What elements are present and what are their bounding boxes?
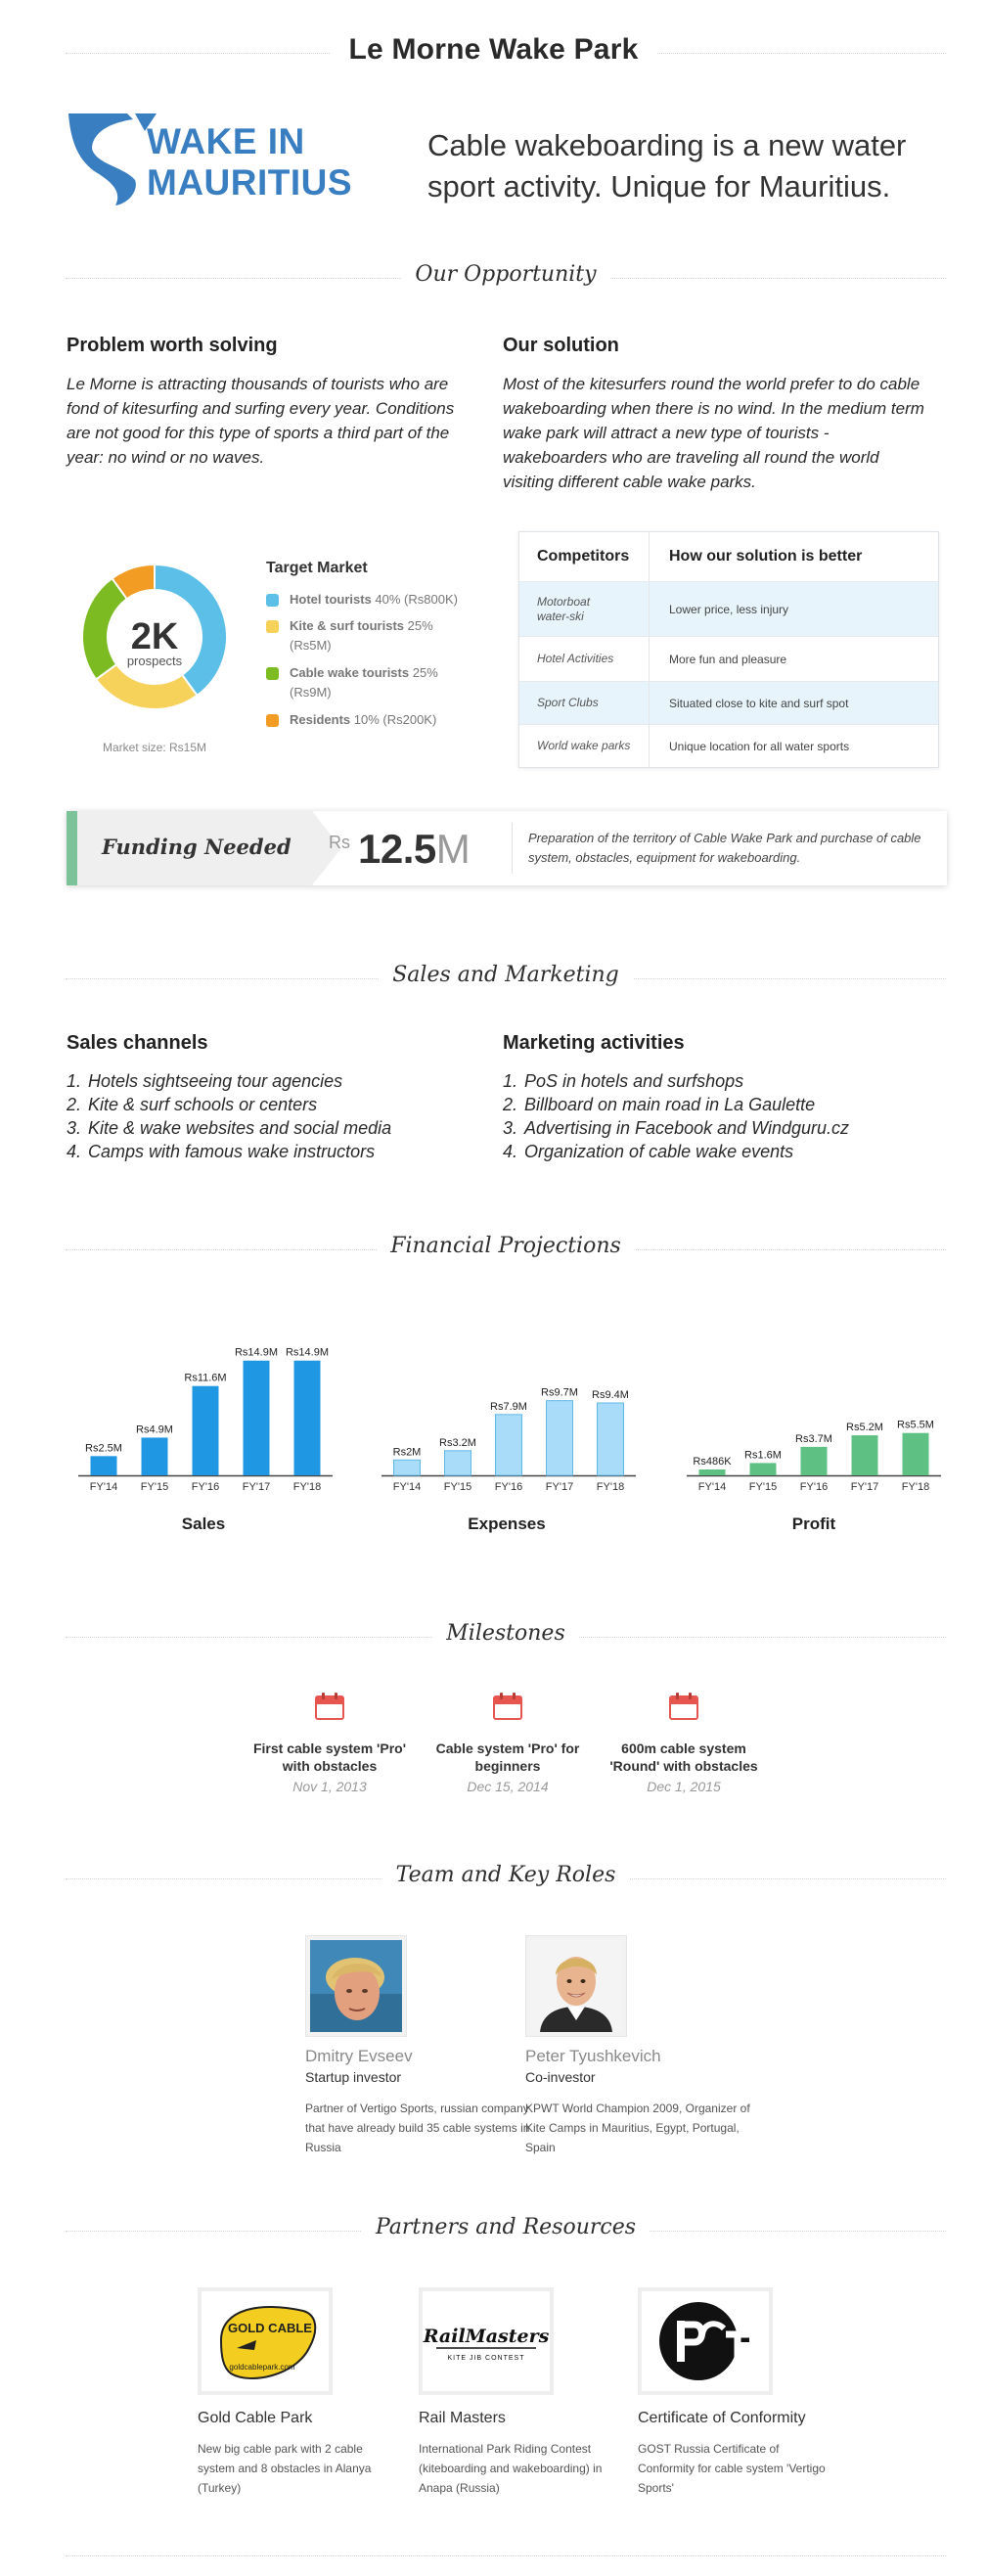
milestone-item bbox=[247, 1693, 413, 1794]
milestone-title: 600m cable system 'Round' with obstacles bbox=[609, 1740, 758, 1774]
avatar bbox=[305, 1935, 407, 2037]
table-row bbox=[519, 724, 938, 767]
funding-description: Preparation of the territory of Cable Wake Park and purchase of cable system, obstacles, equipment for wakeboarding. bbox=[528, 831, 921, 865]
bar-value-label: Rs2M bbox=[392, 1446, 422, 1459]
logo-subtext: KITE JIB CONTEST bbox=[447, 2355, 525, 2362]
donut-slice bbox=[82, 578, 127, 679]
legend-item bbox=[266, 616, 471, 655]
list-item: 4. Organization of cable wake events bbox=[503, 1142, 794, 1161]
competitor-name: World wake parks bbox=[519, 725, 650, 767]
bar-value-label: Rs9.7M bbox=[541, 1386, 578, 1399]
bar bbox=[244, 1361, 270, 1475]
problem-title: Problem worth solving bbox=[67, 335, 278, 356]
x-tick-label: FY'18 bbox=[596, 1481, 625, 1493]
list-item: 3. Kite & wake websites and social media bbox=[67, 1118, 392, 1138]
x-tick-label: FY'14 bbox=[392, 1481, 422, 1493]
section-header-sales bbox=[66, 959, 946, 998]
member-description: KPWT World Champion 2009, Organizer of Kite Camps in Mauritius, Egypt, Portugal, Spain bbox=[525, 2101, 750, 2154]
table-row bbox=[519, 581, 938, 636]
list-item: 3. Advertising in Facebook and Windguru.cz bbox=[503, 1118, 850, 1138]
section-header-milestones bbox=[66, 1617, 946, 1656]
legend-detail: 25% (Rs9M) bbox=[290, 665, 438, 700]
bar-value-label: Rs14.9M bbox=[234, 1346, 279, 1359]
bar bbox=[294, 1361, 321, 1475]
sales-channels-title: Sales channels bbox=[67, 1032, 208, 1054]
legend-name: Kite & surf tourists bbox=[290, 618, 405, 633]
competitor-better: More fun and pleasure bbox=[669, 652, 787, 666]
x-tick-label: FY'14 bbox=[697, 1481, 727, 1493]
bar bbox=[547, 1401, 573, 1475]
legend-name: Cable wake tourists bbox=[290, 665, 410, 680]
competitors-table bbox=[518, 531, 939, 768]
gold-cable-park-logo bbox=[198, 2287, 333, 2395]
partner-item bbox=[419, 2287, 614, 2498]
list-item: 2. Kite & surf schools or centers bbox=[67, 1095, 318, 1114]
partner-name: Certificate of Conformity bbox=[638, 2410, 806, 2426]
marketing-title: Marketing activities bbox=[503, 1032, 685, 1054]
x-tick-label: FY'16 bbox=[799, 1481, 829, 1493]
funding-label: Funding Needed bbox=[102, 835, 292, 859]
member-name: Dmitry Evseev bbox=[305, 2047, 413, 2065]
donut-slice bbox=[96, 664, 197, 709]
avatar bbox=[525, 1935, 627, 2037]
logo-line-1: WAKE IN bbox=[147, 121, 305, 161]
legend-item bbox=[266, 710, 471, 730]
x-tick-label: FY'17 bbox=[850, 1481, 879, 1493]
bar-value-label: Rs1.6M bbox=[744, 1449, 782, 1462]
x-tick-label: FY'17 bbox=[242, 1481, 271, 1493]
table-row bbox=[519, 636, 938, 681]
bar bbox=[903, 1433, 929, 1475]
bar-value-label: Rs4.9M bbox=[136, 1424, 173, 1436]
partner-description: New big cable park with 2 cable system and 8 obstacles in Alanya (Turkey) bbox=[198, 2442, 372, 2495]
member-name: Peter Tyushkevich bbox=[525, 2047, 661, 2065]
bar bbox=[445, 1451, 471, 1475]
bar-value-label: Rs11.6M bbox=[184, 1372, 227, 1384]
sales-chart bbox=[67, 1340, 340, 1497]
bar-value-label: Rs2.5M bbox=[85, 1442, 122, 1455]
bar-value-label: Rs9.4M bbox=[592, 1389, 629, 1402]
bar-value-label: Rs3.2M bbox=[439, 1436, 476, 1449]
competitor-better: Unique location for all water sports bbox=[669, 739, 850, 753]
bar bbox=[193, 1386, 219, 1475]
legend-name: Residents bbox=[290, 712, 351, 727]
legend-swatch bbox=[266, 620, 279, 633]
milestone-date: Dec 15, 2014 bbox=[467, 1779, 549, 1794]
x-tick-label: FY'15 bbox=[140, 1481, 169, 1493]
x-tick-label: FY'14 bbox=[89, 1481, 118, 1493]
bar bbox=[750, 1463, 777, 1475]
calendar-icon bbox=[493, 1693, 522, 1720]
footer-divider bbox=[66, 2555, 946, 2556]
section-title: Financial Projections bbox=[377, 1234, 635, 1258]
target-market-title: Target Market bbox=[266, 560, 368, 576]
problem-text: Le Morne is attracting thousands of tourists who are fond of kitesurfing and surfing every year. Conditions are not good for this type of sports a third part of the year: no wind or no waves. bbox=[67, 375, 455, 467]
milestone-date: Nov 1, 2013 bbox=[292, 1779, 367, 1794]
competitors-header: Competitors bbox=[519, 532, 650, 581]
funding-currency: Rs bbox=[329, 833, 350, 852]
tagline: Cable wakeboarding is a new water sport activity. Unique for Mauritius. bbox=[427, 128, 907, 203]
competitor-name: Motorboat water-ski bbox=[519, 582, 650, 636]
section-title: Partners and Resources bbox=[362, 2215, 650, 2239]
solution-header: How our solution is better bbox=[669, 548, 863, 565]
legend-item bbox=[266, 663, 471, 702]
logo-text: RailMasters bbox=[423, 2326, 550, 2347]
section-title: Sales and Marketing bbox=[379, 963, 633, 987]
list-item: 1. Hotels sightseeing tour agencies bbox=[67, 1071, 343, 1091]
section-title: Team and Key Roles bbox=[382, 1863, 630, 1887]
chart-title-profit: Profit bbox=[791, 1514, 836, 1533]
legend-item bbox=[266, 590, 471, 610]
rail-masters-logo bbox=[419, 2287, 554, 2395]
partner-name: Gold Cable Park bbox=[198, 2410, 313, 2426]
legend-swatch bbox=[266, 594, 279, 607]
section-header-financial bbox=[66, 1230, 946, 1269]
bar bbox=[699, 1469, 726, 1475]
target-market-donut bbox=[67, 547, 243, 733]
section-title: Milestones bbox=[432, 1621, 578, 1646]
donut-big-number: 2K bbox=[130, 616, 179, 657]
milestone-item bbox=[425, 1693, 591, 1794]
bar bbox=[598, 1403, 624, 1475]
competitor-better: Lower price, less injury bbox=[669, 602, 789, 616]
bar-value-label: Rs5.5M bbox=[897, 1419, 934, 1431]
x-tick-label: FY'15 bbox=[443, 1481, 472, 1493]
bar bbox=[801, 1447, 828, 1475]
milestone-title: Cable system 'Pro' for beginners bbox=[435, 1740, 580, 1774]
partner-description: International Park Riding Contest (kiteboarding and wakeboarding) in Anapa (Russia) bbox=[419, 2442, 603, 2495]
table-row bbox=[519, 681, 938, 724]
logo-text: GOLD CABLE bbox=[228, 2321, 312, 2335]
partner-description: GOST Russia Certificate of Conformity for cable system 'Vertigo Sports' bbox=[638, 2442, 826, 2495]
competitor-name: Hotel Activities bbox=[519, 637, 650, 681]
x-tick-label: FY'17 bbox=[545, 1481, 574, 1493]
sales-channels-list bbox=[67, 1069, 391, 1163]
list-item: 1. PoS in hotels and surfshops bbox=[503, 1071, 744, 1091]
calendar-icon bbox=[669, 1693, 698, 1720]
logo-subtext: goldcablepark.com bbox=[229, 2363, 295, 2372]
legend-name: Hotel tourists bbox=[290, 592, 372, 607]
legend-swatch bbox=[266, 667, 279, 680]
wake-in-mauritius-logo bbox=[67, 110, 360, 207]
expenses-chart bbox=[370, 1340, 644, 1497]
legend-swatch bbox=[266, 714, 279, 727]
member-role: Startup investor bbox=[305, 2069, 402, 2085]
logo-line-2: MAURITIUS bbox=[147, 162, 353, 203]
legend-detail: 10% (Rs200K) bbox=[353, 712, 437, 727]
donut-big-label: prospects bbox=[126, 654, 183, 668]
milestone-date: Dec 1, 2015 bbox=[647, 1779, 721, 1794]
competitor-name: Sport Clubs bbox=[519, 682, 650, 724]
profit-chart bbox=[675, 1340, 949, 1497]
bar-value-label: Rs7.9M bbox=[490, 1400, 527, 1413]
partner-item bbox=[638, 2287, 833, 2498]
section-header-team bbox=[66, 1859, 946, 1898]
bar bbox=[496, 1415, 522, 1475]
bar bbox=[91, 1456, 117, 1475]
certificate-of-conformity-logo bbox=[638, 2287, 773, 2395]
competitor-better: Situated close to kite and surf spot bbox=[669, 696, 849, 710]
solution-title: Our solution bbox=[503, 335, 619, 356]
bar bbox=[394, 1460, 421, 1475]
team-member bbox=[525, 1935, 750, 2157]
legend-detail: 40% (Rs800K) bbox=[375, 592, 458, 607]
section-header-partners bbox=[66, 2211, 946, 2250]
bar-value-label: Rs5.2M bbox=[846, 1422, 883, 1434]
x-tick-label: FY'18 bbox=[292, 1481, 322, 1493]
legend-detail: 25% (Rs5M) bbox=[290, 618, 433, 653]
x-tick-label: FY'15 bbox=[748, 1481, 778, 1493]
list-item: 4. Camps with famous wake instructors bbox=[67, 1142, 376, 1161]
bar-value-label: Rs486K bbox=[693, 1456, 732, 1468]
bar-value-label: Rs3.7M bbox=[795, 1432, 832, 1445]
funding-amount: 12.5M bbox=[358, 826, 471, 872]
partner-name: Rail Masters bbox=[419, 2410, 506, 2426]
market-size: Market size: Rs15M bbox=[102, 741, 207, 754]
calendar-icon bbox=[315, 1693, 344, 1720]
solution-text: Most of the kitesurfers round the world prefer to do cable wakeboarding when there is no wind. In the medium term wake park will attract a new type of tourists - wakeboarders who are traveling all round the world visiting different cable wake parks. bbox=[503, 375, 924, 491]
section-title: Our Opportunity bbox=[401, 262, 609, 287]
member-role: Co-investor bbox=[525, 2069, 596, 2085]
milestone-title: First cable system 'Pro' with obstacles bbox=[252, 1740, 407, 1774]
milestone-item bbox=[601, 1693, 767, 1794]
x-tick-label: FY'18 bbox=[901, 1481, 930, 1493]
funding-needed-banner bbox=[67, 811, 947, 885]
chart-title-expenses: Expenses bbox=[468, 1514, 546, 1533]
bar bbox=[852, 1435, 878, 1475]
page-title: Le Morne Wake Park bbox=[348, 33, 639, 66]
marketing-list bbox=[503, 1069, 849, 1163]
x-tick-label: FY'16 bbox=[191, 1481, 220, 1493]
chart-title-sales: Sales bbox=[181, 1514, 226, 1533]
x-tick-label: FY'16 bbox=[494, 1481, 523, 1493]
partner-item bbox=[198, 2287, 393, 2498]
section-header-opportunity bbox=[66, 258, 946, 297]
team-member bbox=[305, 1935, 530, 2157]
bar-value-label: Rs14.9M bbox=[285, 1346, 330, 1359]
bar bbox=[142, 1437, 168, 1475]
member-description: Partner of Vertigo Sports, russian company that have already build 35 cable systems in Russia bbox=[305, 2101, 530, 2154]
list-item: 2. Billboard on main road in La Gaulette bbox=[503, 1095, 816, 1114]
